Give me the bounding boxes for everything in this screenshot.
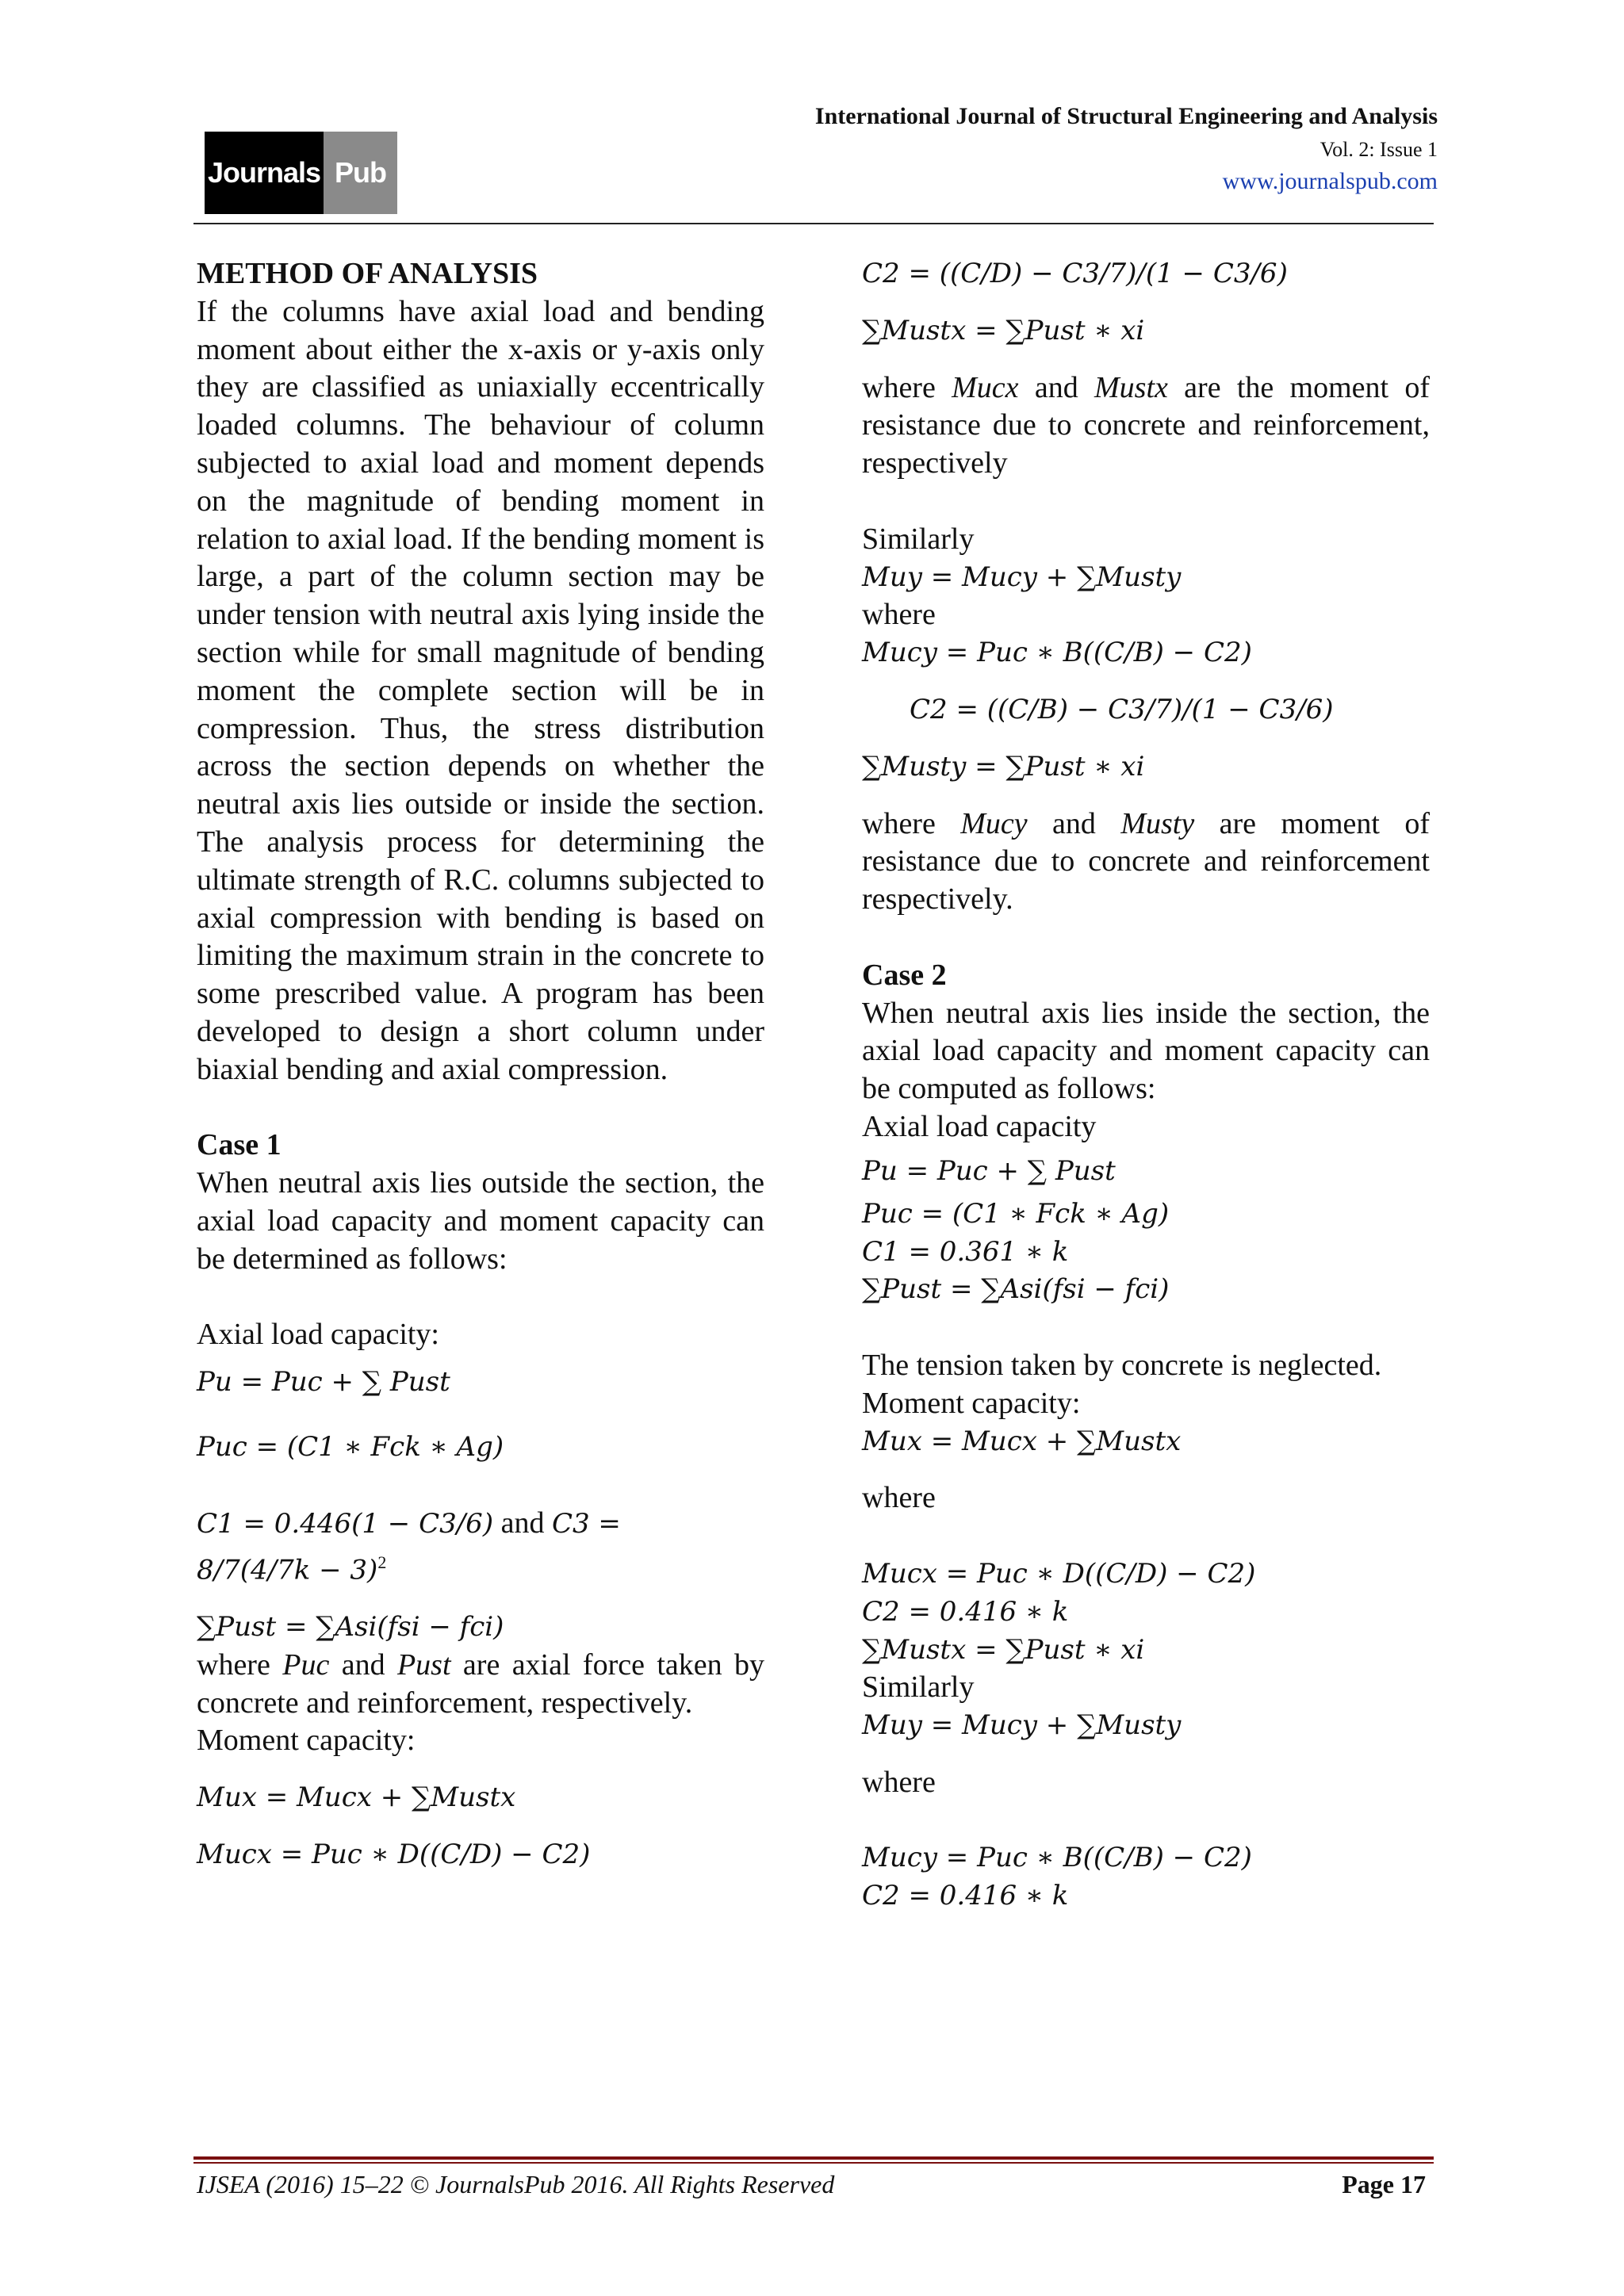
page-number: Page 17 xyxy=(1342,2170,1426,2198)
axial-load-label: Axial load capacity xyxy=(862,1109,1097,1143)
equation-puc: Puc = (C1 ∗ Fck ∗ Ag) xyxy=(862,1197,1170,1230)
symbol-pust: Pust xyxy=(396,1647,451,1682)
case1-paragraph: When neutral axis lies outside the section, the axial load capacity and moment capacity can be determined as follows: xyxy=(197,1166,764,1276)
volume-issue: Vol. 2: Issue 1 xyxy=(1320,138,1438,161)
equation-c3-rhs: 8/7(4/7k − 3) xyxy=(197,1554,378,1586)
header-rule xyxy=(193,223,1434,224)
equation-c3 xyxy=(197,1544,764,1590)
equation-c2-c: C2 = 0.416 ∗ k xyxy=(862,1595,1069,1628)
footer-rule-thin xyxy=(193,2162,1434,2164)
equation-c3-lhs: C3 = xyxy=(551,1507,621,1540)
equation-sum-mustx: ∑Mustx = ∑Pust ∗ xi xyxy=(862,314,1145,346)
and-word: and xyxy=(1052,806,1096,840)
axial-load-label: Axial load capacity: xyxy=(197,1318,439,1352)
journal-url[interactable]: www.journalspub.com xyxy=(1222,168,1438,194)
equation-mux: Mux = Mucx + ∑Mustx xyxy=(197,1781,516,1814)
where-description: are axial force taken by concrete and reinforcement, respectively. xyxy=(197,1647,765,1720)
similarly-label: Similarly xyxy=(862,522,975,556)
journal-title: International Journal of Structural Engineering and Analysis xyxy=(814,103,1438,129)
where-label: where xyxy=(862,1765,936,1799)
equation-puc: Puc = (C1 ∗ Fck ∗ Ag) xyxy=(197,1431,504,1464)
equation-muy: Muy = Mucy + ∑Musty xyxy=(862,1709,1182,1742)
equation-c1-line1 xyxy=(197,1505,764,1544)
where-word: where xyxy=(862,806,936,840)
moment-capacity-label: Moment capacity: xyxy=(862,1386,1081,1420)
equation-c2-b: C2 = ((C/B) − C3/7)/(1 − C3/6) xyxy=(910,693,1334,725)
and-word: and xyxy=(500,1506,545,1540)
symbol-mucx: Mucx xyxy=(952,370,1019,404)
where-puc-pust-text xyxy=(197,1647,764,1723)
symbol-mucy: Mucy xyxy=(960,806,1028,840)
equation-c2-d: C2 = 0.416 ∗ k xyxy=(862,1880,1069,1912)
where-label: where xyxy=(862,598,936,632)
where-label: where xyxy=(862,1481,936,1515)
equation-mucy: Mucy = Puc ∗ B((C/B) − C2) xyxy=(862,637,1252,669)
logo-text-pub: Pub xyxy=(324,132,397,214)
symbol-musty: Musty xyxy=(1120,806,1195,840)
where-mucx-mustx-text xyxy=(862,369,1430,483)
footer-citation: IJSEA (2016) 15–22 © JournalsPub 2016. All Rights Reserved xyxy=(197,2170,835,2198)
equation-sum-pust: ∑Pust = ∑Asi(fsi − fci) xyxy=(197,1610,504,1643)
where-mucy-musty-text xyxy=(862,806,1430,919)
equation-mucy: Mucy = Puc ∗ B((C/B) − C2) xyxy=(862,1842,1252,1874)
equation-mucx: Mucx = Puc ∗ D((C/D) − C2) xyxy=(197,1838,591,1870)
where-description: are the moment of resistance due to concrete and reinforcement, respectively xyxy=(862,370,1431,480)
logo-text-journals: Journals xyxy=(205,132,324,214)
symbol-puc: Puc xyxy=(282,1647,330,1682)
equation-c1: C1 = 0.361 ∗ k xyxy=(862,1235,1069,1268)
where-word: where xyxy=(197,1647,270,1682)
right-column xyxy=(862,255,1430,1915)
tension-note: The tension taken by concrete is neglected. xyxy=(862,1348,1382,1382)
and-word: and xyxy=(1034,370,1078,404)
where-description: are moment of resistance due to concrete and reinforcement respectively. xyxy=(862,806,1430,916)
equation-pu: Pu = Puc + ∑ Pust xyxy=(197,1366,450,1399)
section-heading: METHOD OF ANALYSIS xyxy=(197,257,538,290)
equation-muy: Muy = Mucy + ∑Musty xyxy=(862,561,1182,593)
equation-mux: Mux = Mucx + ∑Mustx xyxy=(862,1425,1182,1457)
and-word: and xyxy=(341,1647,385,1682)
equation-c1: C1 = 0.446(1 − C3/6) xyxy=(197,1507,494,1540)
case2-heading: Case 2 xyxy=(862,958,947,992)
footer-rule-thick xyxy=(193,2156,1434,2160)
symbol-mustx: Mustx xyxy=(1094,370,1168,404)
where-word: where xyxy=(862,370,936,404)
equation-sum-pust: ∑Pust = ∑Asi(fsi − fci) xyxy=(862,1273,1170,1306)
left-column xyxy=(197,255,764,1874)
equation-mucx: Mucx = Puc ∗ D((C/D) − C2) xyxy=(862,1557,1256,1590)
equation-c2: C2 = ((C/D) − C3/7)/(1 − C3/6) xyxy=(862,258,1288,289)
equation-c3-exponent: 2 xyxy=(377,1552,387,1572)
similarly-label: Similarly xyxy=(862,1670,975,1705)
equation-sum-musty: ∑Musty = ∑Pust ∗ xi xyxy=(862,750,1145,783)
case2-paragraph: When neutral axis lies inside the section, the axial load capacity and moment capacity can be computed as follows: xyxy=(862,996,1430,1106)
equation-pu: Pu = Puc + ∑ Pust xyxy=(862,1154,1116,1187)
journalspub-logo xyxy=(205,132,397,214)
moment-capacity-label: Moment capacity: xyxy=(197,1724,416,1758)
case1-heading: Case 1 xyxy=(197,1128,282,1162)
method-paragraph: If the columns have axial load and bending moment about either the x-axis or y-axis only they are classified as uniaxially eccentrically loaded columns. The behaviour of column subjected to axial load and moment depends on the magnitude of bending moment in relation to axial load. If the bending moment is large, a part of the column section may be under tension with neutral axis lying inside the section while for small magnitude of bending moment the complete section will be in compression. Thus, the stress distribution across the section depends on whether the neutral axis lies outside or inside the section. The analysis process for determining the ultimate strength of R.C. columns subjected to axial compression with bending is based on limiting the maximum strain in the concrete to some prescribed value. A program has been developed to design a short column under biaxial bending and axial compression. xyxy=(197,294,764,1086)
equation-sum-mustx: ∑Mustx = ∑Pust ∗ xi xyxy=(862,1633,1145,1666)
